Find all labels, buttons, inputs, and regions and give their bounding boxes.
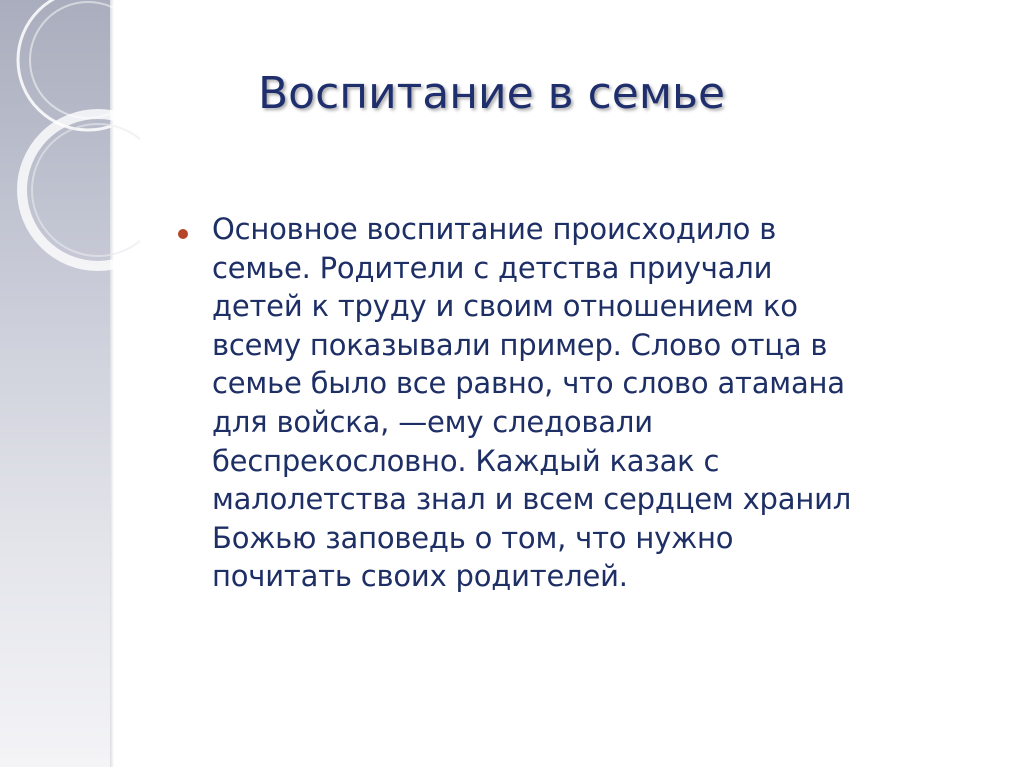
bullet-item (178, 210, 852, 596)
bullet-text (212, 210, 852, 596)
bullet-line: беспрекословно. Каждый казак с (212, 443, 720, 478)
bullet-line: семье. Родители с детства приучали (212, 250, 773, 285)
slide-content (178, 210, 852, 596)
bullet-line: для войска, —ему следовали (212, 404, 653, 439)
bullet-line: детей к труду и своим отношением ко (212, 289, 798, 324)
slide-title: Воспитание в семье (258, 68, 726, 119)
bullet-line: всему показывали пример. Слово отца в (212, 327, 828, 362)
bullet-line: семье было все равно, что слово атамана (212, 366, 845, 401)
bullet-dot-icon (178, 229, 188, 239)
bullet-line: Основное воспитание происходило в (212, 212, 777, 246)
bullet-line: почитать своих родителей. (212, 559, 628, 594)
bullet-line: Божью заповедь о том, что нужно (212, 520, 734, 555)
decorative-rings (0, 0, 140, 290)
bullet-line: малолетства знал и всем сердцем хранил (212, 482, 852, 517)
